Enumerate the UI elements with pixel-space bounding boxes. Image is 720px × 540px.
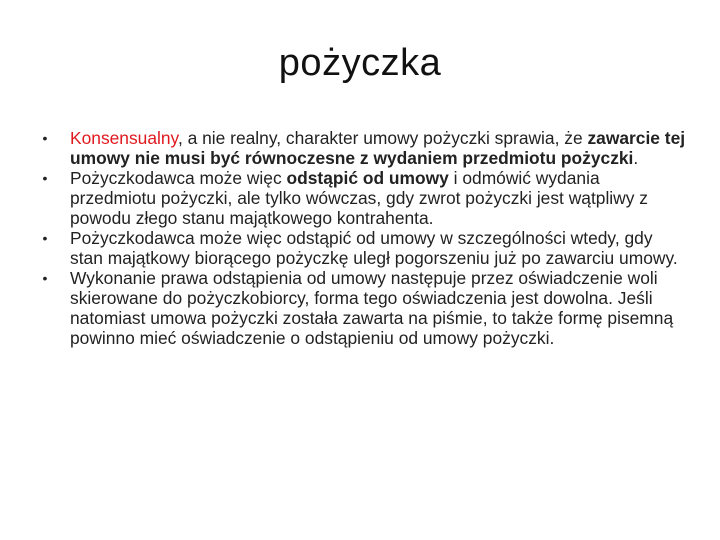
bullet-list — [38, 128, 688, 348]
bullet-text-part: , a nie realny, charakter umowy pożyczki sprawia, że — [177, 128, 588, 148]
bullet-item — [38, 268, 688, 348]
bullet-text-part: Wykonanie prawa odstąpienia od umowy następuje przez oświadczenie woli skierowane do pożyczkobiorcy, forma tego oświadczenia jest dowolna. Jeśli natomiast umowa pożyczki została zawarta na piśmie, to także formę pisemną powinno mieć oświadczenie o odstąpieniu od umowy pożyczki. — [70, 268, 674, 348]
slide-title: pożyczka — [278, 42, 442, 84]
bullet-item — [38, 228, 688, 268]
bullet-text-part: Konsensualny — [70, 128, 178, 148]
bullet-text-part: Pożyczkodawca może więc — [70, 168, 287, 188]
bullet-item — [38, 168, 688, 228]
bullet-text-part: . — [633, 148, 639, 168]
bullet-item — [38, 128, 688, 168]
bullet-icon: • — [42, 130, 48, 146]
bullet-icon: • — [42, 230, 48, 246]
bullet-icon: • — [42, 270, 48, 286]
bullet-text-part: odstąpić od umowy — [286, 168, 449, 188]
bullet-text-part: i odmówić wydania przedmiotu pożyczki, ale tylko wówczas, gdy zwrot pożyczki jest wątpliwy z powodu złego stanu majątkowego kontrahenta. — [70, 168, 648, 228]
bullet-text-part: zawarcie tej umowy nie musi być równoczesne z wydaniem przedmiotu pożyczki — [70, 128, 686, 168]
bullet-text-part: Pożyczkodawca może więc odstąpić od umowy w szczególności wtedy, gdy stan majątkowy biorącego pożyczkę uległ pogorszeniu już po zawarciu umowy. — [70, 228, 678, 268]
bullet-icon: • — [42, 170, 48, 186]
